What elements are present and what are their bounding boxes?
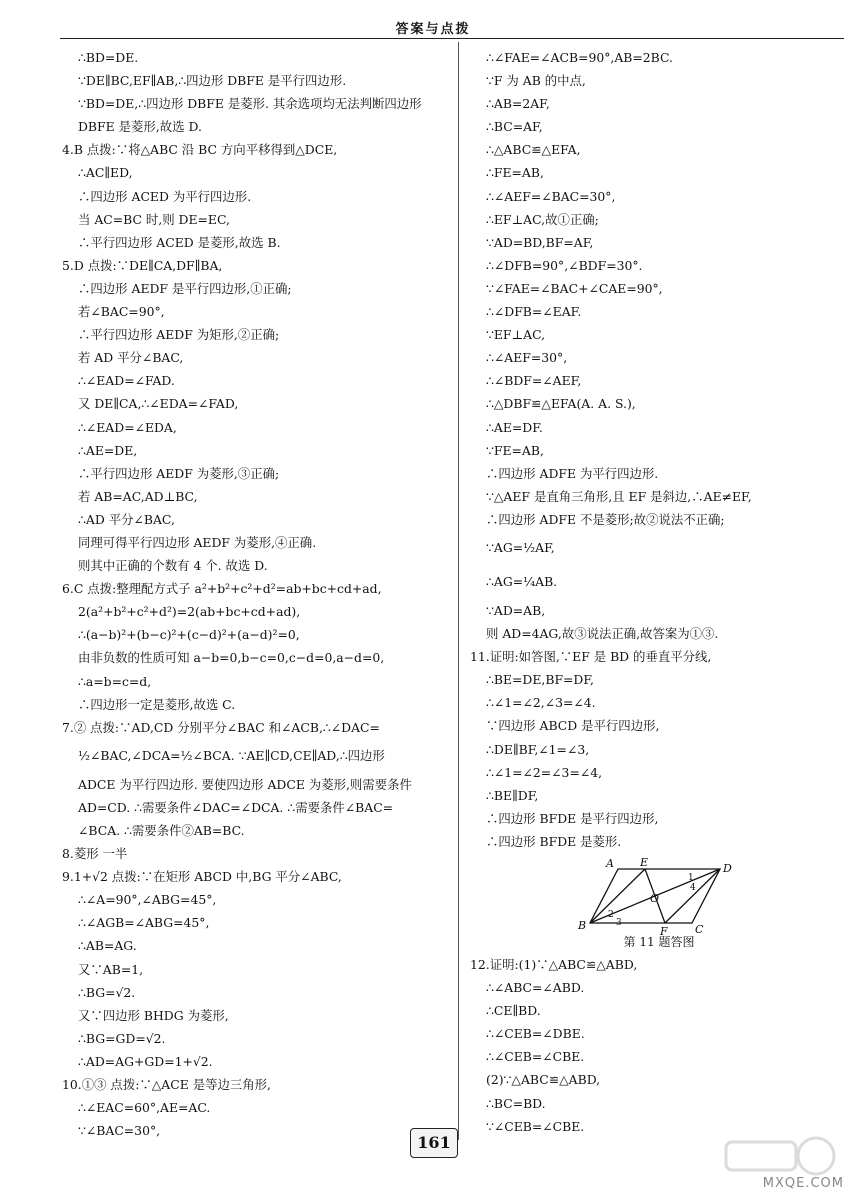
text-line: ∵EF⊥AC,	[486, 327, 546, 343]
text-line: ∵△AEF 是直角三角形,且 EF 是斜边,∴AE≠EF,	[486, 488, 752, 504]
angle-label-2: 2	[608, 910, 614, 920]
label-O: O	[650, 892, 660, 905]
text-line: ∴∠CEB=∠CBE.	[486, 1049, 585, 1065]
text-line: ∴FE=AB,	[486, 165, 544, 181]
text-line: ∴四边形 ACED 为平行四边形.	[78, 188, 252, 204]
question-line: 7.② 点拨:∵AD,CD 分别平分∠BAC 和∠ACB,∴∠DAC=	[62, 719, 380, 735]
text-line: 则其中正确的个数有 4 个. 故选 D.	[78, 558, 268, 574]
text-line: ∴AB=2AF,	[486, 96, 550, 112]
text-line: 若∠BAC=90°,	[78, 304, 165, 320]
text-line: ∴BE∥DF,	[486, 787, 539, 803]
question-line: 9.1+√2 点拨:∵在矩形 ABCD 中,BG 平分∠ABC,	[62, 869, 342, 885]
text-line: ∵AG=½AF,	[486, 539, 555, 555]
angle-label-3: 3	[616, 918, 622, 928]
label-F: F	[660, 925, 668, 937]
page-header: 答案与点拨	[395, 22, 471, 37]
text-line: ∴AD 平分∠BAC,	[78, 511, 175, 527]
text-line: ∵F 为 AB 的中点,	[486, 73, 586, 89]
question-line: 10.①③ 点拨:∵△ACE 是等边三角形,	[62, 1077, 271, 1093]
parallelogram-diagram	[570, 857, 750, 937]
text-line: ∴DE∥BF,∠1=∠3,	[486, 741, 590, 757]
text-line: ∴四边形 AEDF 是平行四边形,①正确;	[78, 280, 292, 296]
text-line: ∴BD=DE.	[78, 50, 139, 65]
text-line: ∵∠CEB=∠CBE.	[486, 1118, 585, 1134]
text-line: 由非负数的性质可知 a−b=0,b−c=0,c−d=0,a−d=0,	[78, 650, 385, 666]
text-line: ∠BCA. ∴需要条件②AB=BC.	[78, 823, 245, 838]
text-line: ∴BC=BD.	[486, 1095, 546, 1111]
text-line: ∴BG=√2.	[78, 984, 136, 1000]
question-line: 11.证明:如答图,∵EF 是 BD 的垂直平分线,	[470, 649, 712, 665]
text-line: ∴AC∥ED,	[78, 165, 133, 181]
text-line: ∵BD=DE,∴四边形 DBFE 是菱形. 其余选项均无法判断四边形	[78, 96, 422, 112]
text-line: AD=CD. ∴需要条件∠DAC=∠DCA. ∴需要条件∠BAC=	[78, 799, 394, 815]
text-line: ∴∠1=∠2=∠3=∠4,	[486, 764, 603, 780]
text-line: ½∠BAC,∠DCA=½∠BCA. ∵AE∥CD,CE∥AD,∴四边形	[78, 747, 385, 763]
text-line: ∵∠FAE=∠BAC+∠CAE=90°,	[486, 280, 663, 296]
page-number: 161	[410, 1128, 458, 1158]
text-line: DBFE 是菱形,故选 D.	[78, 119, 202, 135]
text-line: ∴∠AEF=30°,	[486, 350, 568, 366]
question-line: 12.证明:(1)∵△ABC≌△ABD,	[470, 957, 638, 972]
text-line: ∴平行四边形 AEDF 为菱形,③正确;	[78, 465, 280, 481]
text-line: ∴△DBF≌△EFA(A. A. S.),	[486, 396, 636, 412]
label-A: A	[606, 857, 614, 870]
text-line: ∴BG=GD=√2.	[78, 1030, 166, 1046]
text-line: ∵FE=AB,	[486, 442, 544, 458]
text-line: ∴∠AGB=∠ABG=45°,	[78, 915, 210, 931]
text-line: ∴∠CEB=∠DBE.	[486, 1026, 585, 1042]
text-line: 当 AC=BC 时,则 DE=EC,	[78, 211, 230, 227]
text-line: ∴AB=AG.	[78, 938, 137, 954]
text-line: 又 DE∥CA,∴∠EDA=∠FAD,	[78, 396, 239, 412]
text-line: ∵AD=BD,BF=AF,	[486, 234, 594, 250]
text-line: ∴a=b=c=d,	[78, 673, 152, 689]
text-line: ∴AD=AG+GD=1+√2.	[78, 1053, 213, 1069]
text-line: ∴平行四边形 AEDF 为矩形,②正确;	[78, 327, 280, 343]
text-line: ∴BE=DE,BF=DF,	[486, 672, 594, 688]
text-line: ∴△ABC≌△EFA,	[486, 142, 581, 158]
text-line: ∴四边形 ADFE 不是菱形;故②说法不正确;	[486, 511, 725, 527]
label-E: E	[640, 857, 649, 869]
question-line: 6.C 点拨:整理配方式子 a²+b²+c²+d²=ab+bc+cd+ad,	[62, 581, 382, 597]
text-line: 若 AD 平分∠BAC,	[78, 350, 184, 366]
text-line: ∴平行四边形 ACED 是菱形,故选 B.	[78, 234, 281, 250]
text-line: ∵∠BAC=30°,	[78, 1123, 161, 1139]
text-line: ADCE 为平行四边形. 要使四边形 ADCE 为菱形,则需要条件	[78, 776, 412, 792]
label-B: B	[578, 919, 587, 932]
text-line: ∴∠BDF=∠AEF,	[486, 373, 582, 389]
header-rule	[60, 38, 844, 39]
text-line: ∴∠DFB=90°,∠BDF=30°.	[486, 257, 643, 273]
text-line: ∴BC=AF,	[486, 119, 543, 135]
text-line: ∴四边形 ADFE 为平行四边形.	[486, 465, 659, 481]
figure-caption: 第 11 题答图	[623, 935, 695, 949]
label-C: C	[695, 923, 704, 936]
watermark-text: MXQE.COM	[762, 1176, 844, 1191]
text-line: ∴∠FAE=∠ACB=90°,AB=2BC.	[486, 50, 673, 65]
text-line: (2)∵△ABC≌△ABD,	[486, 1072, 601, 1088]
text-line: ∴∠A=90°,∠ABG=45°,	[78, 892, 217, 908]
text-line: ∵四边形 ABCD 是平行四边形,	[486, 718, 660, 734]
question-line: 8.菱形 一半	[62, 846, 128, 862]
text-line: ∵AD=AB,	[486, 602, 546, 618]
geometry-figure	[470, 853, 848, 953]
text-line: ∴∠EAC=60°,AE=AC.	[78, 1100, 211, 1116]
text-line: ∵DE∥BC,EF∥AB,∴四边形 DBFE 是平行四边形.	[78, 73, 347, 89]
text-line: ∴(a−b)²+(b−c)²+(c−d)²+(a−d)²=0,	[78, 627, 300, 643]
label-D: D	[723, 862, 732, 875]
text-line: ∴AE=DE,	[78, 442, 138, 458]
text-line: ∴∠1=∠2,∠3=∠4.	[486, 695, 596, 711]
text-line: ∴AE=DF.	[486, 419, 543, 435]
column-divider	[458, 42, 459, 1140]
text-line: ∴∠ABC=∠ABD.	[486, 980, 585, 996]
text-line: 2(a²+b²+c²+d²)=2(ab+bc+cd+ad),	[78, 604, 301, 620]
text-line: 同理可得平行四边形 AEDF 为菱形,④正确.	[78, 534, 317, 550]
left-column	[62, 46, 450, 1142]
text-line: 又∵AB=1,	[78, 961, 144, 977]
text-line: ∴∠AEF=∠BAC=30°,	[486, 188, 616, 204]
angle-label-1: 1	[688, 873, 694, 883]
text-line: ∴EF⊥AC,故①正确;	[486, 211, 599, 227]
text-line: ∴AG=¼AB.	[486, 573, 558, 589]
question-line: 5.D 点拨:∵DE∥CA,DF∥BA,	[62, 257, 223, 273]
text-line: ∴四边形一定是菱形,故选 C.	[78, 696, 236, 712]
text-line: ∴∠EAD=∠FAD.	[78, 373, 175, 389]
question-line: 4.B 点拨:∵将△ABC 沿 BC 方向平移得到△DCE,	[62, 142, 338, 158]
text-line: ∴CE∥BD.	[486, 1003, 541, 1019]
text-line: 若 AB=AC,AD⊥BC,	[78, 488, 198, 504]
angle-label-4: 4	[690, 883, 696, 893]
text-line: 又∵四边形 BHDG 为菱形,	[78, 1007, 229, 1023]
text-line: ∴∠EAD=∠EDA,	[78, 419, 177, 435]
text-line: 则 AD=4AG,故③说法正确,故答案为①③.	[486, 626, 719, 642]
text-line: ∴∠DFB=∠EAF.	[486, 304, 582, 320]
right-column	[470, 46, 848, 1138]
text-line: ∴四边形 BFDE 是菱形.	[486, 833, 622, 849]
text-line: ∴四边形 BFDE 是平行四边形,	[486, 810, 659, 826]
